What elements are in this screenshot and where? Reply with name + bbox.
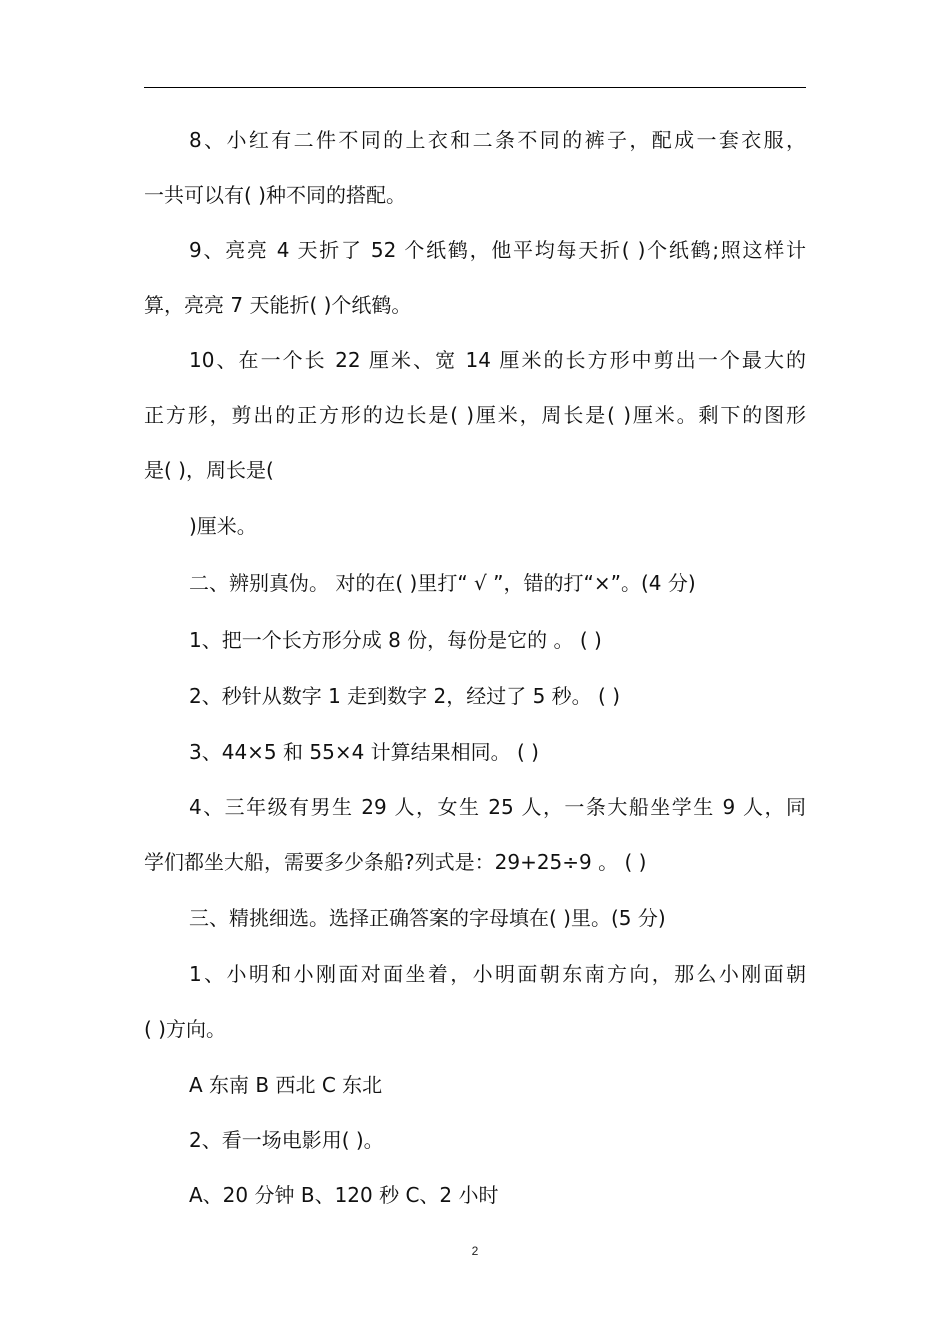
q8-line2: 一共可以有( )种不同的搭配。	[144, 183, 406, 207]
q10-line3: 是( )，周长是(	[144, 458, 274, 482]
q9-line1: 9、亮亮 4 天折了 52 个纸鹤，他平均每天折( )个纸鹤;照这样计	[189, 238, 806, 262]
section3-title: 三、精挑细选。选择正确答案的字母填在( )里。(5 分)	[189, 906, 666, 930]
s3-q1-line2: ( )方向。	[144, 1017, 226, 1041]
s2-q4-line2: 学们都坐大船，需要多少条船?列式是：29+25÷9 。 ( )	[144, 850, 647, 874]
section2-title: 二、辨别真伪。 对的在( )里打“ √ ”，错的打“×”。(4 分)	[189, 571, 696, 595]
q8-line1: 8、小红有二件不同的上衣和二条不同的裤子，配成一套衣服，	[189, 128, 806, 152]
header-rule	[144, 87, 806, 88]
q9-line2: 算，亮亮 7 天能折( )个纸鹤。	[144, 293, 412, 317]
s3-q1-line1: 1、小明和小刚面对面坐着，小明面朝东南方向，那么小刚面朝	[189, 962, 806, 986]
s3-q2-options: A、20 分钟 B、120 秒 C、2 小时	[189, 1183, 499, 1207]
q10-line4: )厘米。	[189, 514, 257, 538]
s2-q3: 3、44×5 和 55×4 计算结果相同。 ( )	[189, 740, 539, 764]
s2-q4-line1: 4、三年级有男生 29 人，女生 25 人，一条大船坐学生 9 人，同	[189, 795, 806, 819]
s2-q1: 1、把一个长方形分成 8 份，每份是它的 。 ( )	[189, 628, 602, 652]
s2-q2: 2、秒针从数字 1 走到数字 2，经过了 5 秒。 ( )	[189, 684, 621, 708]
q10-line1: 10、在一个长 22 厘米、宽 14 厘米的长方形中剪出一个最大的	[189, 348, 806, 372]
q10-line2: 正方形，剪出的正方形的边长是( )厘米，周长是( )厘米。剩下的图形	[144, 403, 806, 427]
s3-q2: 2、看一场电影用( )。	[189, 1128, 384, 1152]
page-number: 2	[471, 1244, 479, 1258]
s3-q1-options: A 东南 B 西北 C 东北	[189, 1073, 383, 1097]
